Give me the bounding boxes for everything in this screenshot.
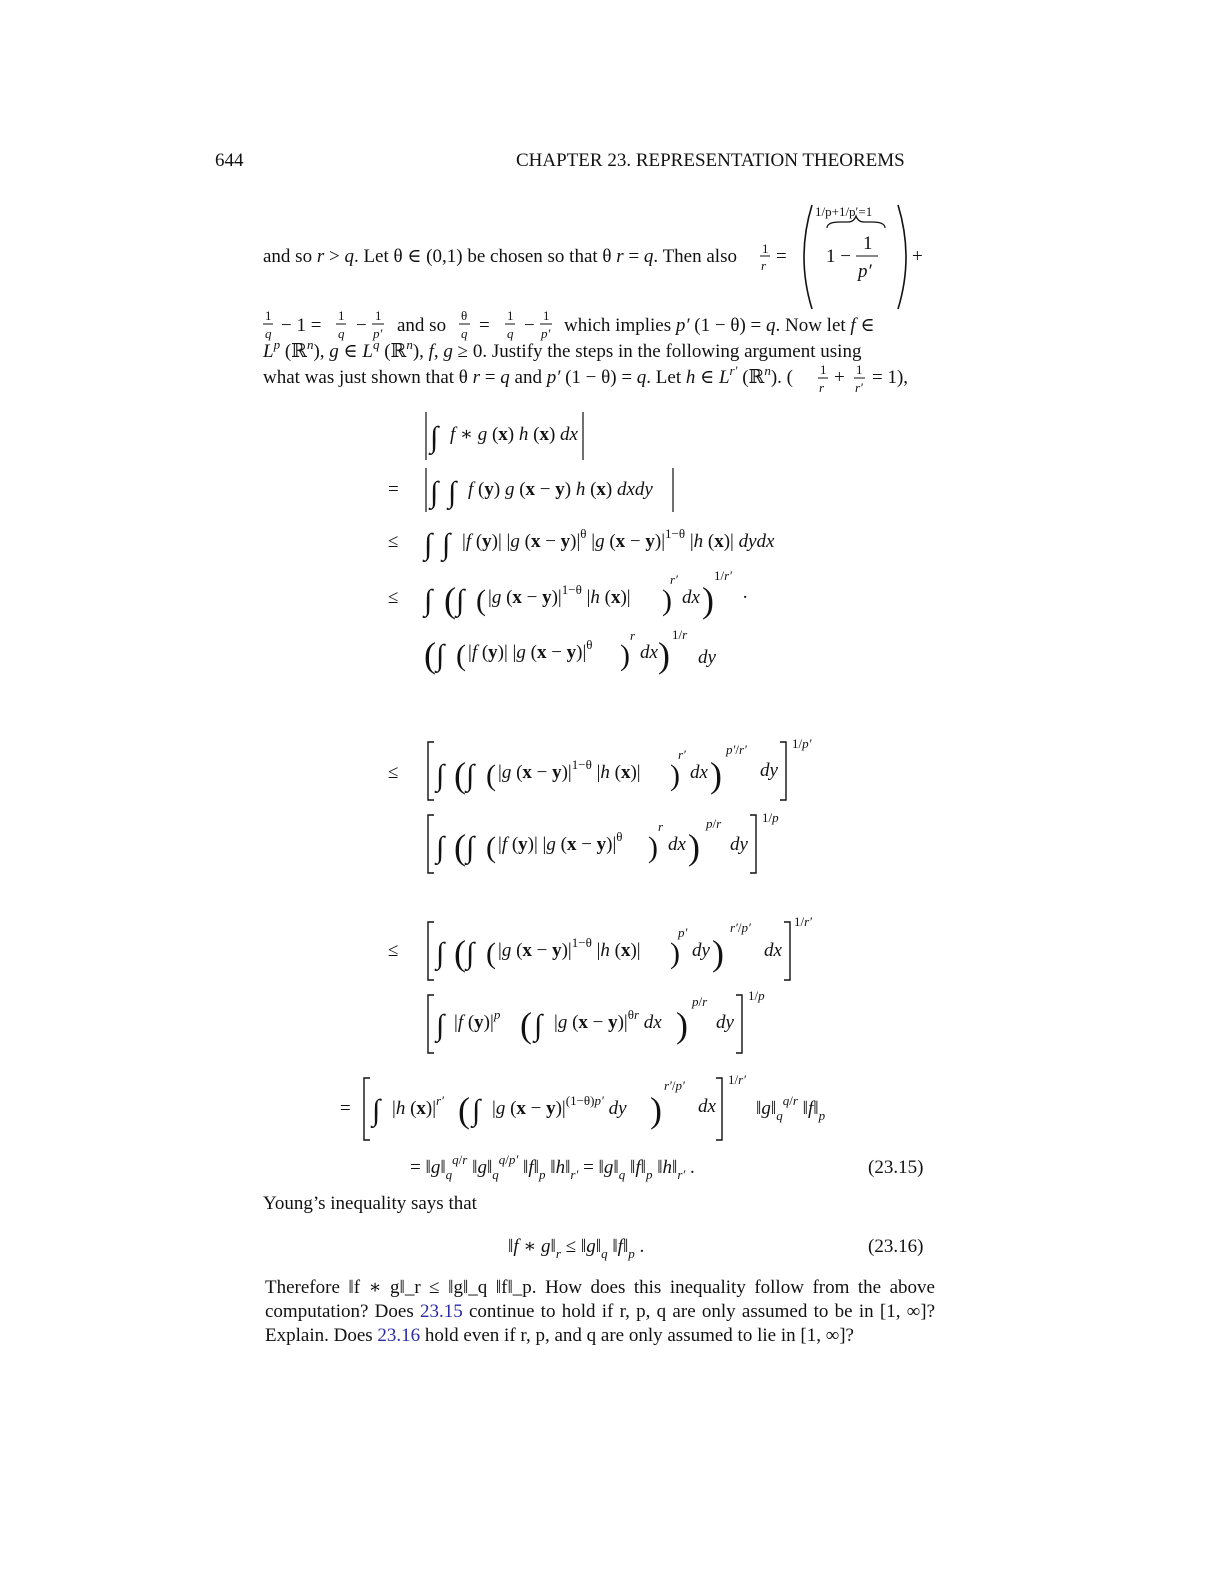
- svg-text:r′/p′: r′/p′: [664, 1078, 685, 1093]
- svg-text:1/p: 1/p: [762, 810, 779, 825]
- svg-text:1: 1: [375, 308, 382, 323]
- svg-text:(: (: [486, 759, 496, 792]
- eq-line-a: [426, 412, 583, 460]
- eq-line-e: [388, 736, 812, 873]
- eq-line-f: [388, 914, 812, 1053]
- eq-line-g: [340, 1072, 826, 1140]
- svg-text:∫: ∫: [430, 421, 439, 454]
- svg-text:p/r: p/r: [706, 816, 722, 831]
- eq-line-h: [410, 1152, 695, 1182]
- svg-text:|f (y)| |g (x − y)|θ: |f (y)| |g $(x - y)|^\theta$: [468, 637, 593, 663]
- svg-text:1: 1: [507, 308, 514, 323]
- svg-text:(: (: [454, 755, 466, 795]
- svg-text:(: (: [456, 639, 466, 672]
- young-inequality: ‖f ∗ $g‖_r$ ≤ $‖g‖_q$ $‖f‖_p$ .: [508, 1236, 645, 1261]
- svg-text:1/r′: 1/r′: [728, 1072, 747, 1087]
- svg-text:(: (: [424, 635, 436, 675]
- svg-text:1/r: 1/r: [672, 627, 688, 642]
- svg-text:∫: ∫: [466, 937, 475, 970]
- svg-text:1: 1: [762, 241, 769, 256]
- svg-text:q: q: [265, 326, 272, 341]
- closing-paragraph: Therefore ‖f ∗ g‖_r ≤ ‖g‖_q ‖f‖_p. How does this inequality follow from the above computation? Does 23.15 continue to hold if r, p, q are only assumed to be in [1, ∞]? Explain. Does 23.16 hold even if r, p, and q are only assumed to lie in [1, ∞]?: [265, 1277, 935, 1346]
- svg-text:r′: r′: [855, 380, 863, 395]
- svg-text:∫: ∫: [466, 759, 475, 792]
- svg-text:≤: ≤: [388, 762, 399, 783]
- svg-text:): ): [688, 827, 700, 867]
- svg-text:−: −: [524, 315, 535, 336]
- eq-line-b: [388, 468, 673, 512]
- svg-text:θ: θ: [461, 308, 468, 323]
- svg-text:∫: ∫: [436, 639, 445, 672]
- svg-text:(: (: [520, 1005, 532, 1045]
- svg-text:∫: ∫: [442, 528, 451, 561]
- big-left-paren: [804, 205, 812, 309]
- svg-text:∫: ∫: [424, 584, 433, 617]
- svg-text:=: =: [340, 1098, 351, 1119]
- holder-fraction: [818, 362, 908, 395]
- svg-text:|g (x − y)|θr dx: |g $(x - y)|^{\theta r}$ dx: [554, 1007, 662, 1033]
- svg-text:r: r: [819, 380, 825, 395]
- svg-text:‖g‖qq/r ‖f‖p: $‖g‖_q^{q/r}$ $‖f‖_p$: [756, 1093, 826, 1123]
- page-number: 644: [215, 150, 244, 171]
- brace-label: 1/p+1/p′=1: [815, 204, 873, 219]
- big-right-paren: [898, 205, 906, 309]
- svg-text:1: 1: [265, 308, 272, 323]
- svg-text:= 1),: = 1),: [872, 367, 909, 388]
- svg-text:|g (x − y)|(1−θ)p′ dy: |g $(x - y)|^{(1-\theta)p'}$ dy: [492, 1093, 627, 1119]
- para1-line3: what was just shown that θ r = q and p′ (1 − θ) = q. Let h ∈ $L^{r'}$ (ℝ$^n$). (: [263, 363, 793, 388]
- svg-text:1: 1: [820, 362, 827, 377]
- svg-text:(: (: [458, 1090, 470, 1130]
- svg-text:|g (x − y)|1−θ |h (x)|: |g $(x - y)|^{1-\theta}$ |h (x)|: [488, 582, 631, 608]
- svg-text:p′: p′: [858, 261, 872, 282]
- svg-text:p/r: p/r: [692, 994, 708, 1009]
- intro-text: and so r > q. Let θ ∈ (0,1) be chosen so that θ r = q. Then also: [263, 246, 737, 267]
- ref-link-23-15[interactable]: 23.15: [419, 1301, 463, 1322]
- svg-text:dy: dy: [730, 834, 748, 855]
- svg-text:=: =: [776, 246, 787, 267]
- svg-text:dx: dx: [640, 642, 658, 663]
- svg-text:1/p′: 1/p′: [792, 736, 812, 751]
- svg-text:q: q: [461, 326, 468, 341]
- svg-text:which implies p′ (1 − θ) = q: which implies p′ (1 − θ) = q. Now let f ∈: [564, 315, 875, 336]
- svg-text:dy: dy: [692, 940, 710, 961]
- svg-text:(: (: [454, 933, 466, 973]
- svg-text:dx: dx: [668, 834, 686, 855]
- svg-text:≤: ≤: [388, 587, 399, 608]
- svg-text:r: r: [630, 628, 636, 643]
- svg-text:1/r′: 1/r′: [794, 914, 813, 929]
- svg-text:∫: ∫: [424, 528, 433, 561]
- svg-text:): ): [702, 580, 714, 620]
- svg-text:=: =: [388, 479, 399, 500]
- svg-text:|h (x)|r′: |h $(x)|^{r'}$: [392, 1093, 444, 1119]
- svg-text:): ): [662, 584, 672, 617]
- svg-text:= ‖g‖qq/r ‖g‖qq/p′ ‖f‖p ‖h‖r′: = $‖g‖_q^{q/r}$ $‖g‖_q^{q/p'}$ $‖f‖_p$ $‖h‖_{r'}$ = $‖g‖_q$ $‖f‖_p$ $‖h‖_{r'}$ .: [410, 1152, 695, 1182]
- svg-text:r′: r′: [678, 747, 686, 762]
- svg-text:∫: ∫: [456, 584, 465, 617]
- svg-text:1: 1: [543, 308, 550, 323]
- svg-text:): ): [620, 639, 630, 672]
- svg-text:∫: ∫: [372, 1094, 381, 1127]
- svg-text:): ): [650, 1090, 662, 1130]
- svg-text:|g (x − y)|1−θ |h (x)|: |g $(x - y)|^{1-\theta}$ |h (x)|: [498, 935, 641, 961]
- svg-text:1 −: 1 −: [826, 246, 851, 267]
- svg-text:(: (: [476, 584, 486, 617]
- svg-text:1: 1: [856, 362, 863, 377]
- svg-text:r: r: [761, 258, 767, 273]
- svg-text:(: (: [486, 831, 496, 864]
- svg-text:dy: dy: [698, 647, 716, 668]
- ref-link-23-16[interactable]: 23.16: [377, 1325, 421, 1346]
- svg-text:): ): [658, 635, 670, 675]
- svg-text:+: +: [834, 367, 845, 388]
- svg-text:=: =: [479, 315, 490, 336]
- young-intro: Young’s inequality says that: [263, 1193, 477, 1214]
- svg-text:): ): [676, 1005, 688, 1045]
- svg-text:dx: dx: [682, 587, 700, 608]
- svg-text:p′/r′: p′/r′: [726, 742, 747, 757]
- svg-text:p′: p′: [373, 326, 383, 341]
- svg-text:dy: dy: [760, 760, 778, 781]
- svg-text:∫: ∫: [466, 831, 475, 864]
- svg-text:1/p: 1/p: [748, 988, 765, 1003]
- svg-text:·: ·: [742, 587, 749, 608]
- svg-text:r: r: [658, 819, 664, 834]
- svg-text:∫: ∫: [448, 476, 457, 509]
- para1-line2: $L^p$ (ℝ$^n$), g ∈ $L^q$ (ℝ$^n$), f, g ≥ 0. Justify the steps in the following argument using: [263, 337, 862, 362]
- svg-text:1: 1: [338, 308, 345, 323]
- svg-text:≤: ≤: [388, 531, 399, 552]
- svg-text:∫: ∫: [472, 1094, 481, 1127]
- svg-text:(: (: [486, 937, 496, 970]
- svg-text:r′: r′: [670, 572, 678, 587]
- eq-label-23-16: (23.16): [868, 1236, 924, 1257]
- svg-text:|f (y)| |g (x − y)|θ |g (x − y: |f (y)| |g $(x - y)|^\theta$ |g $(x - y)|^{1-\theta}$ |h (x)| dydx: [462, 526, 775, 552]
- eq-line-c: [388, 526, 775, 563]
- svg-text:): ): [710, 755, 722, 795]
- svg-text:1: 1: [863, 233, 873, 254]
- svg-text:∫: ∫: [436, 831, 445, 864]
- svg-text:q: q: [507, 326, 514, 341]
- svg-text:∫: ∫: [430, 476, 439, 509]
- svg-text:(: (: [454, 827, 466, 867]
- eq-label-23-15: (23.15): [868, 1157, 924, 1178]
- svg-text:p′: p′: [541, 326, 551, 341]
- svg-text:): ): [670, 759, 680, 792]
- svg-text:1/r′: 1/r′: [714, 568, 733, 583]
- svg-text:): ): [648, 831, 658, 864]
- svg-text:f ∗ g (x) h (x) dx: f ∗ g (x) h (x) dx: [450, 424, 578, 445]
- svg-text:q: q: [338, 326, 345, 341]
- svg-text:and so: and so: [397, 315, 447, 336]
- svg-text:): ): [670, 937, 680, 970]
- svg-text:r′/p′: r′/p′: [730, 920, 751, 935]
- svg-text:dx: dx: [698, 1096, 716, 1117]
- svg-text:f (y) g (x − y) h (x) dxdy: f (y) g (x − y) h (x) dxdy: [468, 479, 653, 500]
- svg-text:p′: p′: [678, 925, 688, 940]
- svg-text:∫: ∫: [436, 937, 445, 970]
- svg-text:− 1 =: − 1 =: [281, 315, 322, 336]
- svg-text:∫: ∫: [534, 1009, 543, 1042]
- svg-text:−: −: [356, 315, 367, 336]
- svg-text:|g (x − y)|1−θ |h (x)|: |g $(x - y)|^{1-\theta}$ |h (x)|: [498, 757, 641, 783]
- svg-text:∫: ∫: [436, 1009, 445, 1042]
- svg-text:dx: dx: [690, 762, 708, 783]
- svg-text:(: (: [444, 580, 456, 620]
- svg-text:≤: ≤: [388, 940, 399, 961]
- chapter-title: CHAPTER 23. REPRESENTATION THEOREMS: [516, 150, 905, 171]
- one-over-r-fraction: [760, 241, 770, 273]
- svg-text:∫: ∫: [436, 759, 445, 792]
- svg-text:dx: dx: [764, 940, 782, 961]
- svg-text:|f (y)|p: |f $(y)|^p$: [454, 1007, 501, 1033]
- eq-line-d: [388, 568, 748, 675]
- svg-text:): ): [712, 933, 724, 973]
- svg-text:+: +: [912, 246, 923, 267]
- svg-text:|f (y)| |g (x − y)|θ: |f (y)| |g $(x - y)|^\theta$: [498, 829, 623, 855]
- svg-text:dy: dy: [716, 1012, 734, 1033]
- para1-line1: [263, 308, 875, 341]
